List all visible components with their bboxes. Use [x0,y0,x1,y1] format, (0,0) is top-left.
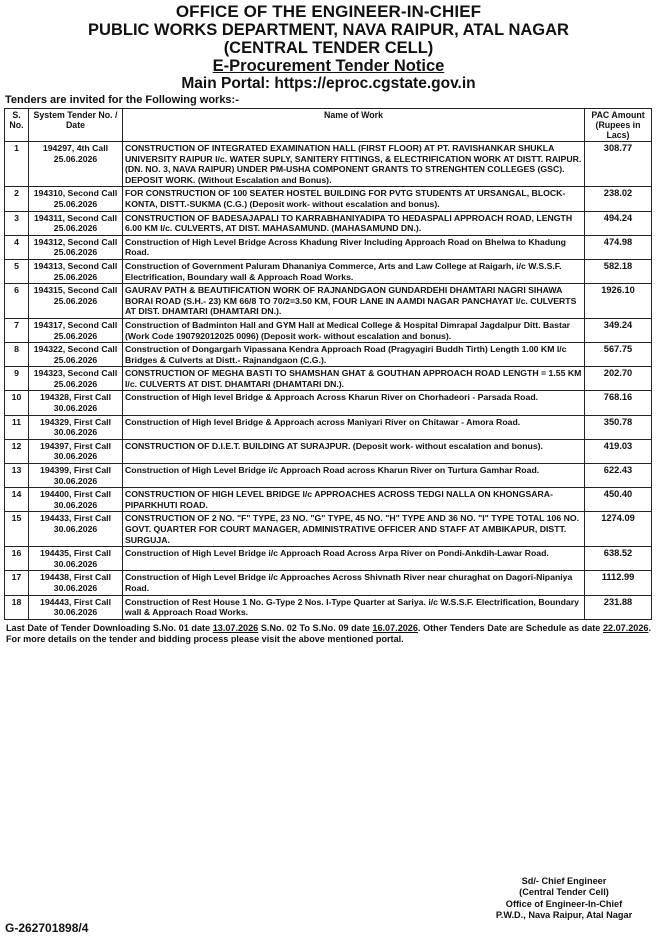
cell-sno: 3 [5,211,29,235]
cell-name: Construction of Government Paluram Dhananiya Commerce, Arts and Law College at Raigarh, i/c W.S.S.F. Electrification, Boundary wall & Approach Road Works. [123,259,585,283]
cell-name: CONSTRUCTION OF D.I.E.T. BUILDING AT SURAJPUR. (Deposit work- without escalation and bonus). [123,439,585,463]
header-system: System Tender No. / Date [29,109,123,142]
cell-name: Construction of Badminton Hall and GYM Hall at Medical College & Hospital Dimrapal Jagdalpur Ditt. Bastar (Work Code 190792012025 0096) (Deposit work- without escalation and bonus). [123,318,585,342]
cell-name: GAURAV PATH & BEAUTIFICATION WORK OF RAJNANDGAON GUNDARDEHI DHAMTARI NAGRI SIHAWA BORAI ROAD (S.H.- 23) KM 66/8 TO 70/2=3.50 KM, FOUR LANE IN AAMDI NAGAR PANCHAYAT I/c. CULVERTS AT DIST. DHAMTARI (DHAMTARI DN.). [123,284,585,319]
signature-line: Sd/- Chief Engineer [521,876,607,886]
table-header-row [5,109,652,142]
cell-system: 194329, First Call 30.06.2026 [29,415,123,439]
cell-system: 194322, Second Call 25.06.2026 [29,343,123,367]
cell-name: CONSTRUCTION OF INTEGRATED EXAMINATION HALL (FIRST FLOOR) AT PT. RAVISHANKAR SHUKLA UNIVERSITY RAIPUR I/c. WATER SUPLY, SANITERY FITTINGS, & ELECTRIFICATION WORK AT DISTT. RAIPUR. (DN. NO. 3, NAVA RAIPUR) UNDER PM-USHA COMPONENT GRANTS TO STRENGHTEN COLLEGES (GSC). DEPOSIT WORK. (Without Escalation and Bonus). [123,142,585,187]
cell-sno: 13 [5,464,29,488]
cell-sno: 12 [5,439,29,463]
header-name: Name of Work [123,109,585,142]
cell-system: 194328, First Call 30.06.2026 [29,391,123,415]
cell-pac: 494.24 [585,211,652,235]
cell-pac: 1926.10 [585,284,652,319]
cell-name: Construction of Rest House 1 No. G-Type 2 Nos. I-Type Quarter at Sariya. i/c W.S.S.F. Electrification, Boundary wall & Approach Road Works. [123,595,585,619]
footer-part: . Other Tenders Date are Schedule as date [417,622,603,633]
signature-line: (Central Tender Cell) [519,887,609,898]
table-row [5,142,652,187]
cell-system: 194317, Second Call 25.06.2026 [29,318,123,342]
cell-system: 194310, Second Call 25.06.2026 [29,187,123,211]
signature-line: Office of Engineer-In-Chief [505,898,623,909]
cell-name: Construction of High level Bridge & Approach Across Kharun River on Chorhadeori - Parsada Road. [123,391,585,415]
cell-pac: 308.77 [585,142,652,187]
cell-name: Construction of High Level Bridge i/c Approach Road across Kharun River on Turtura Gamhar Road. [123,464,585,488]
cell-sno: 18 [5,595,29,619]
cell-pac: 450.40 [585,488,652,512]
cell-pac: 638.52 [585,547,652,571]
cell-pac: 474.98 [585,235,652,259]
table-row [5,464,652,488]
footer-date: 22.07.2026 [602,622,649,633]
cell-system: 194312, Second Call 25.06.2026 [29,235,123,259]
cell-sno: 11 [5,415,29,439]
cell-system: 194400, First Call 30.06.2026 [29,488,123,512]
cell-pac: 350.78 [585,415,652,439]
notice-header [4,3,653,93]
table-body [5,142,652,620]
header-pac: PAC Amount (Rupees in Lacs) [585,109,652,142]
table-row [5,415,652,439]
cell-pac: 567.75 [585,343,652,367]
signature-line: P.W.D., Nava Raipur, Atal Nagar [495,910,633,921]
table-row [5,488,652,512]
table-row [5,259,652,283]
cell-system: 194311, Second Call 25.06.2026 [29,211,123,235]
table-row [5,343,652,367]
cell-system: 194323, Second Call 25.06.2026 [29,367,123,391]
cell-name: Construction of High level Bridge & Approach across Maniyari River on Chitawar - Amora Road. [123,415,585,439]
cell-system: 194433, First Call 30.06.2026 [29,512,123,547]
release-code: G-262701898/4 [5,921,89,935]
cell-pac: 202.70 [585,367,652,391]
table-row [5,571,652,595]
table-row [5,187,652,211]
office-title: OFFICE OF THE ENGINEER-IN-CHIEF [175,2,482,21]
cell-pac: 768.16 [585,391,652,415]
cell-sno: 9 [5,367,29,391]
header-sno: S. No. [5,109,29,142]
cell-sno: 8 [5,343,29,367]
cell-sno: 17 [5,571,29,595]
cell-pac: 622.43 [585,464,652,488]
cell-pac: 419.03 [585,439,652,463]
cell-sno: 16 [5,547,29,571]
cell-sno: 5 [5,259,29,283]
cell-name: Construction of High Level Bridge Across Khadung River Including Approach Road on Bhelwa to Khadung Road. [123,235,585,259]
cell-name: CONSTRUCTION OF MEGHA BASTI TO SHAMSHAN GHAT & GOUTHAN APPROACH ROAD LENGTH = 1.55 KM I/c. CULVERTS AT DIST. DHAMTARI (DHAMTARI DN.). [123,367,585,391]
portal-line: Main Portal: https://eproc.cgstate.gov.in [181,75,476,92]
cell-sno: 1 [5,142,29,187]
table-row [5,284,652,319]
cell-system: 194435, First Call 30.06.2026 [29,547,123,571]
table-row [5,235,652,259]
footer-part: S.No. 02 To S.No. 09 date [258,622,373,633]
cell-pac: 231.88 [585,595,652,619]
footer-date: 16.07.2026 [372,622,418,633]
cell-sno: 10 [5,391,29,415]
table-row [5,211,652,235]
cell-name: CONSTRUCTION OF HIGH LEVEL BRIDGE I/c APPROACHES ACROSS TEDGI NALLA ON KHONGSARA-PIPARKHUTI ROAD. [123,488,585,512]
table-row [5,595,652,619]
cell-sno: 7 [5,318,29,342]
cell-name: FOR CONSTRUCTION OF 100 SEATER HOSTEL BUILDING FOR PVTG STUDENTS AT URSANGAL, BLOCK-KONTA, DISTT.-SUKMA (C.G.) (Deposit work- without escalation and bonus). [123,187,585,211]
cell-system: 194297, 4th Call 25.06.2026 [29,142,123,187]
signature-block [479,876,649,922]
footer-part: Last Date of Tender Downloading S.No. 01 date [6,622,213,633]
cell-sno: 6 [5,284,29,319]
footer-note [6,623,651,645]
department-title: PUBLIC WORKS DEPARTMENT, NAVA RAIPUR, ATAL NAGAR [88,21,569,39]
cell-name: Construction of High Level Bridge i/c Approach Road Across Arpa River on Pondi-Ankdih-Lawar Road. [123,547,585,571]
cell-system: 194313, Second Call 25.06.2026 [29,259,123,283]
table-row [5,367,652,391]
cell-pac: 582.18 [585,259,652,283]
intro-text: Tenders are invited for the Following works:- [5,94,239,106]
table-row [5,547,652,571]
cell-pac: 1274.09 [585,512,652,547]
cell-pac: 349.24 [585,318,652,342]
table-row [5,318,652,342]
cell-title: (CENTRAL TENDER CELL) [223,39,434,57]
tender-table [4,108,652,620]
notice-title: E-Procurement Tender Notice [212,57,445,75]
cell-sno: 14 [5,488,29,512]
cell-system: 194443, First Call 30.06.2026 [29,595,123,619]
cell-sno: 15 [5,512,29,547]
cell-name: Construction of Dongargarh Vipassana Kendra Approach Road (Pragyagiri Buddh Tirth) Length 1.00 KM I/c Bridges & Culverts at Distt.- Rajnandgaon (C.G.). [123,343,585,367]
cell-name: CONSTRUCTION OF 2 NO. "F" TYPE, 23 NO. "G" TYPE, 45 NO. "H" TYPE AND 36 NO. "I" TYPE TOTAL 106 NO. GOVT. QUARTER FOR COURT MANAGER, ADMINISTRATIVE OFFICER AND STAFF AT AMBIKAPUR, DISTT. SURGUJA. [123,512,585,547]
table-row [5,439,652,463]
cell-pac: 1112.99 [585,571,652,595]
table-row [5,512,652,547]
cell-system: 194315, Second Call 25.06.2026 [29,284,123,319]
cell-system: 194438, First Call 30.06.2026 [29,571,123,595]
footer-part: . For more details on the tender and bidding process please visit the above mentioned portal. [6,622,651,644]
cell-pac: 238.02 [585,187,652,211]
table-row [5,391,652,415]
cell-sno: 4 [5,235,29,259]
cell-sno: 2 [5,187,29,211]
cell-system: 194399, First Call 30.06.2026 [29,464,123,488]
footer-date: 13.07.2026 [212,622,259,633]
cell-system: 194397, First Call 30.06.2026 [29,439,123,463]
cell-name: CONSTRUCTION OF BADESAJAPALI TO KARRABHANIYADIPA TO HEDASPALI APPROACH ROAD, LENGTH 6.00 KM I/c. CULVERTS, AT DIST. MAHASAMUND. (MAHASAMUND DN.). [123,211,585,235]
cell-name: Construction of High Level Bridge i/c Approaches Across Shivnath River near churaghat on Dagori-Nipaniya Road. [123,571,585,595]
